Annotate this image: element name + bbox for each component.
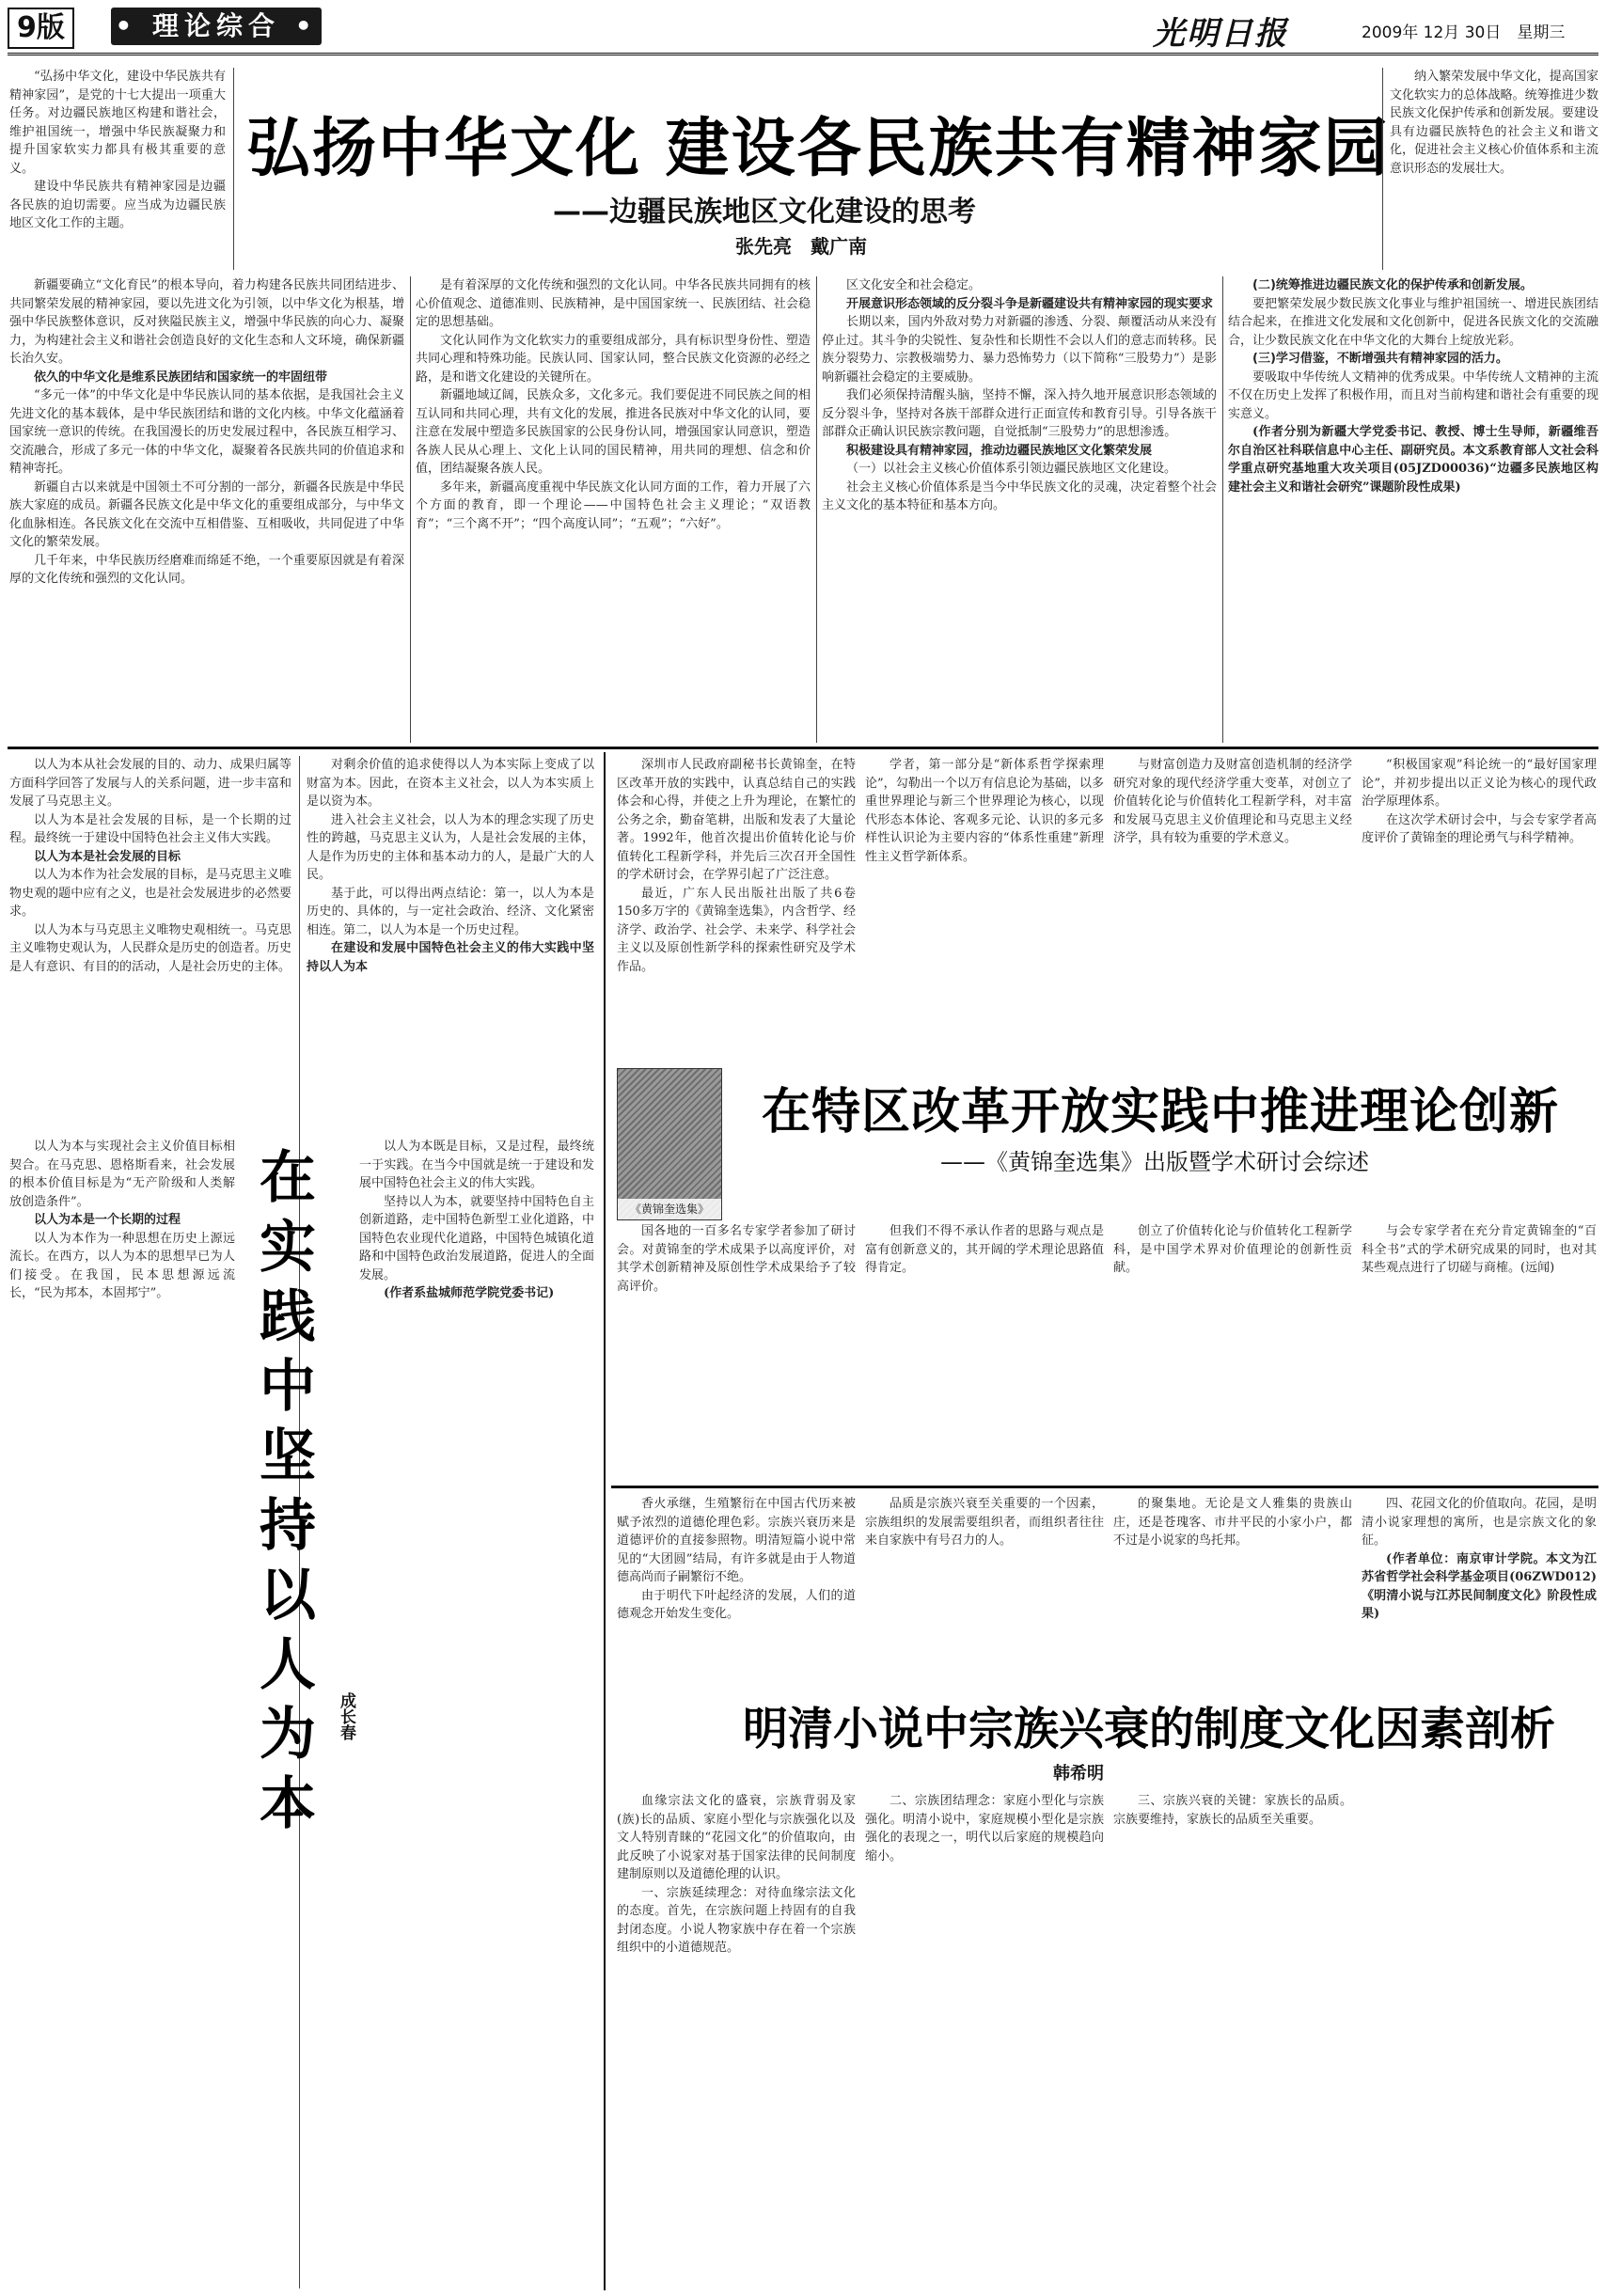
paragraph: 我们必须保持清醒头脑，坚持不懈，深入持久地开展意识形态领域的反分裂斗争，坚持对各族干部群众进行正面宣传和教育引导。引导各族干部群众正确认识民族宗教问题，自觉抵制“三股势力”的思想渗透。 xyxy=(822,388,1217,439)
section-heading: 依久的中华文化是维系民族团结和国家统一的牢固纽带 xyxy=(34,370,328,385)
paragraph: 要吸取中华传统人文精神的优秀成果。中华传统人文精神的主流不仅在历史上发挥了积极作用，而且对当前构建和谐社会有重要的现实意义。 xyxy=(1228,370,1598,421)
paragraph: 与财富创造力及财富创造机制的经济学研究对象的现代经济学重大变革，对创立了价值转化论与价值转化工程新学科，对丰富和发展马克思主义价值理论和马克思主义经济学，具有较为重要的学术意义。 xyxy=(1113,758,1352,845)
paragraph: 学者，第一部分是“新体系哲学探索理论”，勾勒出一个以万有信息论为基础，以多重世界理论与新三个世界理论为核心，以现代形态本体论、客观多元论、认识的多元多样性认识论为主要内容的“体系性重建”新理性主义哲学新体系。 xyxy=(865,758,1104,864)
section-rule xyxy=(611,1486,1598,1488)
article-2-column-1 xyxy=(9,756,291,1132)
article-2 xyxy=(0,752,602,2294)
paragraph: 基于此，可以得出两点结论：第一，以人为本是历史的、具体的，与一定社会政治、经济、文化紧密相连。第二，以人为本是一个历史过程。 xyxy=(307,886,594,937)
article-2-column-3 xyxy=(9,1138,235,2285)
column-divider xyxy=(816,276,817,743)
author-note: (作者分别为新疆大学党委书记、教授、博士生导师，新疆维吾尔自治区社科联信息中心主任、副研究员。本文系教育部人文社会科学重点研究基地重大攻关项目(05JZD00036)“边疆多民族地区构建社会主义和谐社会研究”课题阶段性成果) xyxy=(1228,425,1598,495)
paragraph: 长期以来，国内外敌对势力对新疆的渗透、分裂、颠覆活动从来没有停止过。其斗争的尖锐性、复杂性和长期性不会以人们的意志而转移。民族分裂势力、宗教极端势力、暴力恐怖势力（以下简称“三股势力”）是影响新疆社会稳定的主要威胁。 xyxy=(822,315,1217,385)
article-3-column-4 xyxy=(1362,756,1597,1066)
paragraph: 以人为本作为一种思想在历史上源远流长。在西方，以人为本的思想早已为人们接受。在我国，民本思想源远流长，“民为邦本，本固邦宁”。 xyxy=(9,1231,235,1300)
paragraph: 坚持以人为本，就要坚持中国特色自主创新道路，走中国特色新型工业化道路，中国特色农业现代化道路，中国特色城镇化道路和中国特色政治发展道路，促进人的全面发展。 xyxy=(359,1194,594,1282)
article-1-right-top-column xyxy=(1390,68,1598,270)
paragraph: 文化认同作为文化软实力的重要组成部分，具有标识型身份性、塑造共同心理和特殊功能。民族认同、国家认同，整合民族文化资源的必经之路，是和谐文化建设的关键所在。 xyxy=(416,333,811,385)
article-1-column-1 xyxy=(9,276,404,743)
article-2-column-4 xyxy=(359,1138,594,2285)
article-3-title: 在特区改革开放实践中推进理论创新 xyxy=(762,1084,1560,1140)
article-3-column-2 xyxy=(865,756,1104,1066)
article-3-bottom-column-1 xyxy=(617,1222,856,1476)
paragraph: 进入社会主义社会，以人为本的理念实现了历史性的跨越，马克思主义认为，人是社会发展的主体，人是作为历史的主体和基本动力的人，是最广大的人民。 xyxy=(307,812,594,882)
paragraph: 以人为本从社会发展的目的、动力、成果归属等方面科学回答了发展与人的关系问题，进一步丰富和发展了马克思主义。 xyxy=(9,758,291,809)
article-4-column-3 xyxy=(1113,1792,1352,2287)
newspaper-name: 光明日报 xyxy=(1153,15,1288,53)
paragraph: 多年来，新疆高度重视中华民族文化认同方面的工作，着力开展了六个方面的教育，即一个理论——中国特色社会主义理论；“双语教育”；“三个离不开”；“四个高度认同”；“五观”；“六好”。 xyxy=(416,480,811,531)
paragraph: 新疆要确立“文化育民”的根本导向，着力构建各民族共同团结进步、共同繁荣发展的精神家园，要以先进文化为引领，以中华文化为根基，增强中华民族整体意识，反对狭隘民族主义，增强中华民族的向心力、凝聚力，为构建社会主义和谐社会创造良好的文化生态和人文环境，确保新疆长治久安。 xyxy=(9,278,404,366)
article-1-byline: 张先亮 戴广南 xyxy=(735,235,867,258)
paragraph: 深圳市人民政府副秘书长黄锦奎，在特区改革开放的实践中，认真总结自己的实践体会和心得，并使之上升为理论，在繁忙的公务之余，勤奋笔耕，出版和发表了大量论著。1992年，他首次提出价值转化论与价值转化工程新学科，并先后三次召开全国性的学术研讨会，在学界引起了广泛注意。 xyxy=(617,758,856,882)
paragraph: 新疆自古以来就是中国领土不可分割的一部分，新疆各民族是中华民族大家庭的成员。新疆各民族文化是中华文化的重要组成部分，与中华文化血脉相连。各民族文化在交流中互相借鉴、互相吸收，共同促进了中华文化的繁荣发展。 xyxy=(9,480,404,549)
paragraph: 四、花园文化的价值取向。花园，是明清小说家理想的寓所，也是宗族文化的象征。 xyxy=(1362,1497,1597,1548)
paragraph: 在这次学术研讨会中，与会专家学者高度评价了黄锦奎的理论勇气与科学精神。 xyxy=(1362,812,1597,845)
masthead-rule xyxy=(8,53,1598,55)
page-number: 9版 xyxy=(8,8,74,49)
section-heading: 积极建设具有精神家园，推动边疆民族地区文化繁荣发展 xyxy=(846,443,1153,458)
article-3-bottom-column-3 xyxy=(1113,1222,1352,1476)
paragraph: 要把繁荣发展少数民族文化事业与维护祖国统一、增进民族团结结合起来，在推进文化发展和文化创新中，促进各民族文化的交流融合，让少数民族文化在中华文化的大舞台上绽放光彩。 xyxy=(1228,296,1598,348)
article-1-column-4 xyxy=(1228,276,1598,743)
paragraph: 二、宗族团结理念：家庭小型化与宗族强化。明清小说中，家庭规模小型化是宗族强化的表现之一，明代以后家庭的规模趋向缩小。 xyxy=(865,1794,1104,1864)
article-3-column-1 xyxy=(617,756,856,1066)
section-heading: (三)学习借鉴，不断增强共有精神家园的活力。 xyxy=(1252,352,1508,366)
article-1-column-2 xyxy=(416,276,811,743)
article-1-column-3 xyxy=(822,276,1217,743)
paragraph: 品质是宗族兴衰至关重要的一个因素，宗族组织的发展需要组织者，而组织者往往来自家族中有号召力的人。 xyxy=(865,1497,1104,1548)
issue-date: 2009年 12月 30日 星期三 xyxy=(1362,24,1566,42)
article-3-subtitle: ——《黄锦奎选集》出版暨学术研讨会综述 xyxy=(940,1149,1369,1175)
section-heading: 以人为本是一个长期的过程 xyxy=(34,1213,181,1227)
author-note: (作者系盐城师范学院党委书记) xyxy=(384,1286,555,1300)
paragraph: 香火承继，生殖繁衍在中国古代历来被赋予浓烈的道德伦理色彩。宗族兴衰历来是道德评价的直接参照物。明清短篇小说中常见的“大团圆”结局，有许多就是由于人物道德高尚而子嗣繁衍不绝。 xyxy=(617,1497,856,1584)
paragraph: “弘扬中华文化，建设中华民族共有精神家园”，是党的十七大提出一项重大任务。对边疆民族地区构建和谐社会，维护祖国统一，增强中华民族凝聚力和提升国家软实力都具有极其重要的意义。 xyxy=(9,70,226,176)
paragraph: 新疆地域辽阔，民族众多，文化多元。我们要促进不同民族之间的相互认同和共同心理，共有文化的发展，推进各民族对中华文化的认同，要注意在发展中塑造多民族国家的公民身份认同，增强国家认同意识，塑造各族人民从心理上、文化上认同的国民精神，用共同的理想、信念和价值，团结凝聚各族人民。 xyxy=(416,388,811,476)
paragraph: 以人为本是社会发展的目标，是一个长期的过程。最终统一于建设中国特色社会主义伟大实践。 xyxy=(9,812,291,845)
photo-caption: 《黄锦奎选集》 xyxy=(618,1199,721,1219)
paragraph: 以人为本与马克思主义唯物史观相统一。马克思主义唯物史观认为，人民群众是历史的创造者。历史是人有意识、有目的的活动，人是社会历史的主体。 xyxy=(9,922,291,974)
article-3-bottom-column-4 xyxy=(1362,1222,1597,1476)
paragraph: 的聚集地。无论是文人雅集的贵族山庄，还是苍瑰客、市井平民的小家小户，都不过是小说家的鸟托邦。 xyxy=(1113,1497,1352,1548)
section-heading: (二)统筹推进边疆民族文化的保护传承和创新发展。 xyxy=(1252,278,1533,292)
article-3 xyxy=(611,752,1598,1482)
masthead xyxy=(0,0,1606,58)
article-4-title: 明清小说中宗族兴衰的制度文化因素剖析 xyxy=(743,1703,1556,1755)
article-1 xyxy=(0,58,1606,750)
section-label: • 理论综合 • xyxy=(111,8,322,45)
section-heading: 在建设和发展中国特色社会主义的伟大实践中坚持以人为本 xyxy=(307,941,594,974)
paragraph: 以人为本与实现社会主义价值目标相契合。在马克思、恩格斯看来，社会发展的根本价值目标是为“无产阶级和人类解放创造条件”。 xyxy=(9,1140,235,1209)
paragraph: （一）以社会主义核心价值体系引领边疆民族地区文化建设。 xyxy=(846,462,1177,476)
paragraph: 一、宗族延续理念：对待血缘宗法文化的态度。首先，在宗族问题上持固有的自我封闭态度。小说人物家族中存在着一个宗族组织中的小道德规范。 xyxy=(617,1885,856,1955)
article-2-column-2 xyxy=(307,756,594,1132)
paragraph: 纳入繁荣发展中华文化，提高国家文化软实力的总体战略。统筹推进少数民族文化保护传承和创新发展。要建设具有边疆民族特色的社会主义和谐文化，促进社会主义核心价值体系和主流意识形态的发展壮大。 xyxy=(1390,70,1598,176)
article-4-column-2 xyxy=(865,1792,1104,2287)
article-4-column-4 xyxy=(1362,1495,1597,2287)
article-divider xyxy=(604,752,606,2290)
paragraph: 对剩余价值的追求使得以人为本实际上变成了以财富为本。因此，在资本主义社会，以人为本实质上是以资为本。 xyxy=(307,758,594,809)
column-divider xyxy=(233,68,234,270)
article-4-top-column-3 xyxy=(1113,1495,1352,1655)
article-3-bottom-column-2 xyxy=(865,1222,1104,1476)
paragraph: 几千年来，中华民族历经磨难而绵延不绝，一个重要原因就是有着深厚的文化传统和强烈的文化认同。 xyxy=(9,553,404,586)
paragraph: 血缘宗法文化的盛衰，宗族背弱及家(族)长的品质、家庭小型化与宗族强化以及文人特别青睐的“花园文化”的价值取向，由此反映了小说家对基于国家法律的民间制度建制原则以及道德伦理的认识。 xyxy=(617,1794,856,1881)
article-1-title: 弘扬中华文化 建设各民族共有精神家园 xyxy=(246,112,1390,186)
article-4-byline: 韩希明 xyxy=(1053,1764,1104,1784)
column-divider xyxy=(1382,68,1383,270)
paragraph: 是有着深厚的文化传统和强烈的文化认同。中华各民族共同拥有的核心价值观念、道德准则、民族精神，是中国国家统一、民族团结、社会稳定的思想基础。 xyxy=(416,278,811,329)
paragraph: 与会专家学者在充分肯定黄锦奎的“百科全书”式的学术研究成果的同时，也对其某些观点进行了切磋与商榷。(远闻) xyxy=(1362,1224,1597,1275)
author-note: (作者单位：南京审计学院。本文为江苏省哲学社会科学基金项目(06ZWD012)《明清小说与江苏民间制度文化》阶段性成果) xyxy=(1362,1551,1597,1621)
section-heading: 开展意识形态领域的反分裂斗争是新疆建设共有精神家园的现实要求 xyxy=(846,296,1214,311)
paragraph: 以人为本作为社会发展的目标，是马克思主义唯物史观的题中应有之义，也是社会发展进步的必然要求。 xyxy=(9,868,291,919)
paragraph: 三、宗族兴衰的关键：家族长的品质。宗族要维持，家族长的品质至关重要。 xyxy=(1113,1794,1352,1827)
paragraph: 国各地的一百多名专家学者参加了研讨会。对黄锦奎的学术成果予以高度评价，对其学术创新精神及原创性学术成果给予了较高评价。 xyxy=(617,1224,856,1294)
paragraph: 创立了价值转化论与价值转化工程新学科，是中国学术界对价值理论的创新性贡献。 xyxy=(1113,1224,1352,1275)
article-1-lead-column xyxy=(9,68,226,275)
paragraph: 区文化安全和社会稳定。 xyxy=(846,278,982,292)
paragraph: 社会主义核心价值体系是当今中华民族文化的灵魂，决定着整个社会主义文化的基本特征和基本方向。 xyxy=(822,480,1217,512)
book-cover-photo xyxy=(617,1068,722,1220)
paragraph: 最近，广东人民出版社出版了共6卷150多万字的《黄锦奎选集》，内含哲学、经济学、政治学、社会学、未来学、科学社会主义以及原创性新学科的探索性研究及学术作品。 xyxy=(617,886,856,974)
article-4-top-column-2 xyxy=(865,1495,1104,1655)
paragraph: 建设中华民族共有精神家园是边疆各民族的迫切需要。应当成为边疆民族地区文化工作的主题。 xyxy=(9,180,226,230)
article-4-column-1 xyxy=(617,1792,856,2287)
article-2-title: 在实践中坚持以人为本 xyxy=(250,1147,316,1843)
paragraph: “积极国家观”科论统一的“最好国家理论”，并初步提出以正义论为核心的现代政治学原理体系。 xyxy=(1362,758,1597,809)
paragraph: 但我们不得不承认作者的思路与观点是富有创新意义的，其开阔的学术理论思路值得肯定。 xyxy=(865,1224,1104,1275)
column-divider xyxy=(410,276,411,743)
paragraph: 以人为本既是目标，又是过程，最终统一于实践。在当今中国就是统一于建设和发展中国特色社会主义的伟大实践。 xyxy=(359,1140,594,1190)
article-4-top-column-1 xyxy=(617,1495,856,1702)
section-heading: 以人为本是社会发展的目标 xyxy=(34,849,181,864)
article-2-byline: 成长春 xyxy=(337,1692,355,1740)
paragraph: 由于明代下叶起经济的发展，人们的道德观念开始发生变化。 xyxy=(617,1588,856,1621)
article-1-subtitle: ——边疆民族地区文化建设的思考 xyxy=(553,196,976,228)
article-3-column-3 xyxy=(1113,756,1352,1066)
section-rule xyxy=(8,747,1598,749)
article-4 xyxy=(611,1491,1598,2292)
column-divider xyxy=(1222,276,1223,743)
paragraph: “多元一体”的中华文化是中华民族认同的基本依据，是我国社会主义先进文化的基本载体，是中华民族团结和谐的文化内核。中华文化蕴涵着国家统一意识的传统。在我国漫长的历史发展过程中，各民族互相学习、交流融合，形成了多元一体的中华文化，凝聚着各民族共同的价值追求和精神寄托。 xyxy=(9,388,404,476)
